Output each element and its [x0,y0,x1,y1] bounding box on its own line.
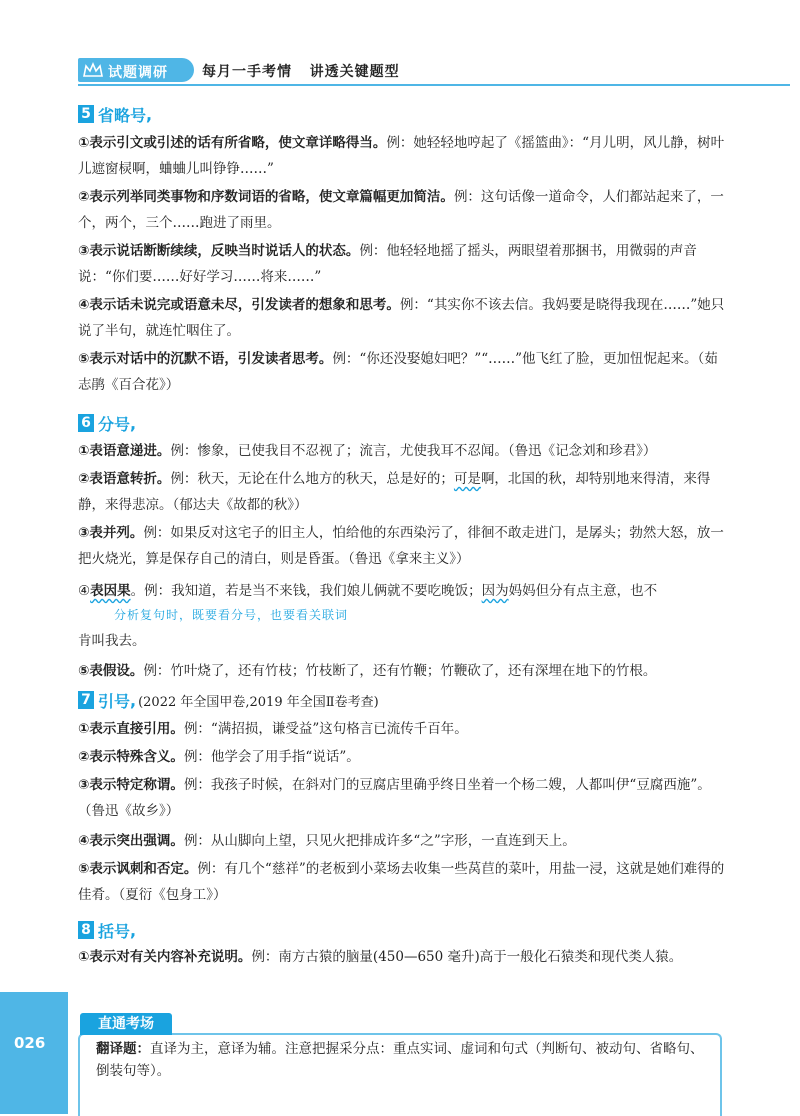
page-side-tab [0,992,68,1114]
section-number: 8 [78,921,94,939]
exam-tip-text: 翻译题：直译为主，意译为辅。注意把握采分点：重点实词、虚词和句式（判断句、被动句、省略句、倒装句等）。 [96,1041,704,1079]
s7-item-5: ⑤表示讽刺和否定。例：有几个“慈祥”的老板到小菜场去收集一些莴苣的菜叶，用盐一浸，这就是她们难得的佳肴。（夏衍《包身工》） [78,861,725,903]
s8-item-1: ①表示对有关内容补充说明。例：南方古猿的脑量(450—650 毫升)高于一般化石猿类和现代类人猿。 [78,949,683,965]
header-slogan: 每月一手考情 讲透关键题型 [202,64,400,80]
s6-item-5: ⑤表假设。例：竹叶烧了，还有竹枝；竹枝断了，还有竹鞭；竹鞭砍了，还有深埋在地下的竹根。 [78,663,657,679]
s5-item-1: ①表示引文或引述的话有所省略，使文章详略得当。例：她轻轻地哼起了《摇篮曲》：“月儿明，风儿静，树叶儿遮窗棂啊，蛐蛐儿叫铮铮……” [78,135,725,177]
page-header [78,52,790,86]
s6-item-4-cont: 肯叫我去。 [78,633,146,649]
section-6-heading: 6 分号 , [78,413,136,433]
exam-tip-title: 直通考场 [80,1013,172,1035]
wavy-underline: 因为 [481,583,509,599]
s7-item-3: ③表示特定称谓。例：我孩子时候，在斜对门的豆腐店里确乎终日坐着一个杨二嫂，人都叫伊“豆腐西施”。（鲁迅《故乡》） [78,777,711,819]
header-tag: 试题调研 [108,65,168,81]
section-number: 6 [78,414,94,432]
header-divider [78,84,790,86]
section-number: 7 [78,691,94,709]
section-title: 分号 [98,414,131,434]
s7-item-4: ④表示突出强调。例：从山脚向上望，只见火把排成许多“之”字形，一直连到天上。 [78,833,576,849]
section-title: 括号 [98,921,131,941]
wavy-underline: 可是 [453,471,481,487]
s5-item-3: ③表示说话断断续续，反映当时说话人的状态。例：他轻轻地摇了摇头，两眼望着那捆书，用微弱的声音说：“你们要……好好学习……将来……” [78,243,697,285]
exam-note: (2022 年全国甲卷,2019 年全国Ⅱ卷考查) [138,694,379,710]
section-number: 5 [78,105,94,123]
section-5-heading: 5 省略号 , [78,104,152,124]
annotation-note: 分析复句时，既要看分号，也要看关联词 [114,608,349,622]
section-title: 省略号 [98,105,147,125]
header-badge [78,58,194,82]
section-title: 引号 [98,691,131,711]
page-number: 026 [14,1034,46,1052]
s7-item-1: ①表示直接引用。例：“满招损，谦受益”这句格言已流传千百年。 [78,721,468,737]
s5-item-4: ④表示话未说完或语意未尽，引发读者的想象和思考。例：“其实你不该去信。我妈要是晓得我现在……”她只说了半句，就连忙咽住了。 [78,297,725,339]
s6-item-3: ③表并列。例：如果反对这宅子的旧主人，怕给他的东西染污了，徘徊不敢走进门，是孱头；勃然大怒，放一把火烧光，算是保存自己的清白，则是昏蛋。（鲁迅《拿来主义》） [78,525,724,567]
section-7-heading: 7 引号 , (2022 年全国甲卷,2019 年全国Ⅱ卷考查) [78,690,379,710]
s6-item-1: ①表语意递进。例：惨象，已使我目不忍视了；流言，尤使我耳不忍闻。（鲁迅《记念刘和珍君》） [78,443,657,459]
s7-item-2: ②表示特殊含义。例：他学会了用手指“说话”。 [78,749,360,765]
s6-item-2: ②表语意转折。例：秋天，无论在什么地方的秋天，总是好的；可是啊，北国的秋，却特别地来得清，来得静，来得悲凉。（郁达夫《故都的秋》） [78,471,711,513]
s6-item-4: ④表因果。例：我知道，若是当不来钱，我们娘儿俩就不要吃晚饭；因为妈妈但分有点主意，也不 [78,583,658,599]
s5-item-5: ⑤表示对话中的沉默不语，引发读者思考。例：“你还没娶媳妇吧？”“……”他飞红了脸，更加忸怩起来。（茹志鹃《百合花》） [78,351,718,393]
section-8-heading: 8 括号 , [78,920,136,940]
s5-item-2: ②表示列举同类事物和序数词语的省略，使文章篇幅更加简洁。例：这句话像一道命令，人们都站起来了，一个，两个，三个……跑进了雨里。 [78,189,724,231]
crown-icon [82,60,104,82]
